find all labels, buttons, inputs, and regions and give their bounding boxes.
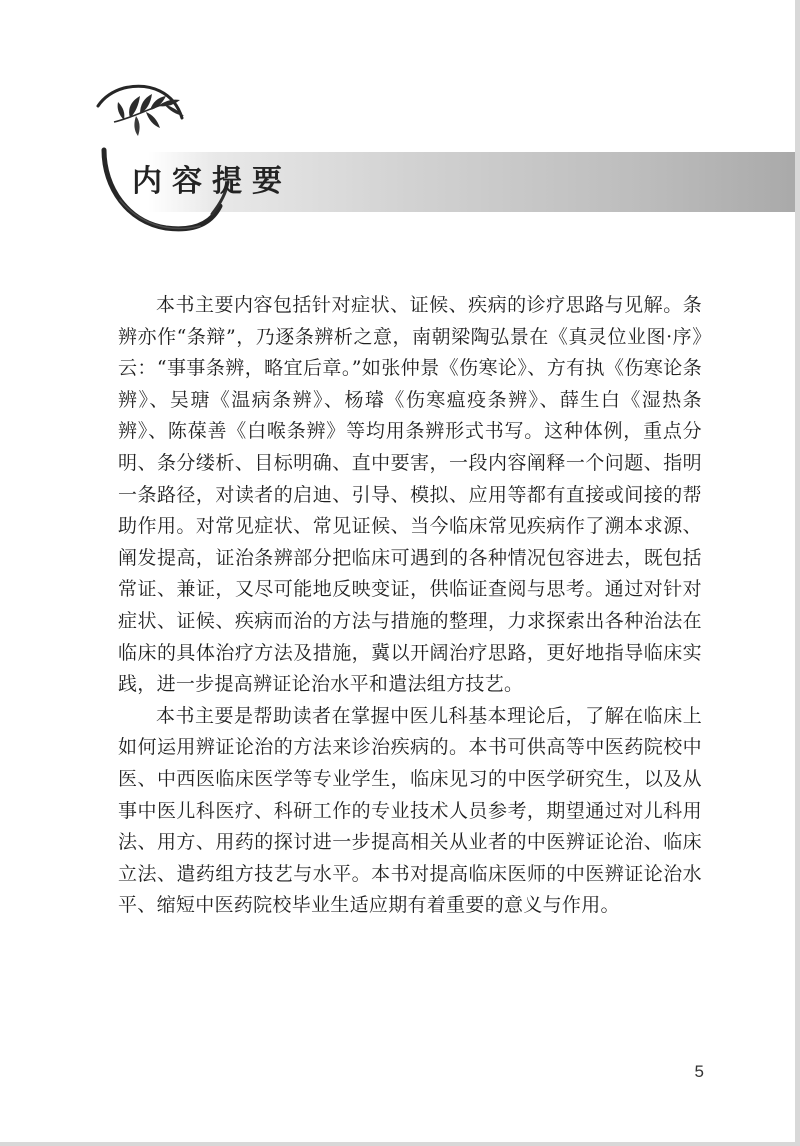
page-title: 内容提要 [132, 164, 292, 199]
paragraph: 本书主要是帮助读者在掌握中医儿科基本理论后，了解在临床上如何运用辨证论治的方法来诊治疾病的。本书可供高等中医药院校中医、中西医临床医学等专业学生，临床见习的中医学研究生，以及从事中医儿科医疗、科研工作的专业技术人员参考，期望通过对儿科用法、用方、用药的探讨进一步提高相关从业者的中医辨证论治、临床立法、遣药组方技艺与水平。本书对提高临床医师的中医辨证论治水平、缩短中医药院校毕业生适应期有着重要的意义与作用。 [118, 704, 702, 917]
bamboo-circle-ornament [0, 0, 260, 250]
page-number: 5 [694, 1062, 704, 1081]
summary-body [118, 290, 702, 922]
page-edge-bottom [0, 1142, 800, 1146]
page-edge-right [795, 0, 800, 1146]
paragraph: 本书主要内容包括针对症状、证候、疾病的诊疗思路与见解。条辨亦作“条辩”，乃逐条辨析之意，南朝梁陶弘景在《真灵位业图·序》云：“事事条辨，略宜后章。”如张仲景《伤寒论》、方有执《伤寒论条辨》、吴瑭《温病条辨》、杨璿《伤寒瘟疫条辨》、薛生白《湿热条辨》、陈葆善《白喉条辨》等均用条辨形式书写。这种体例，重点分明、条分缕析、目标明确、直中要害，一段内容阐释一个问题、指明一条路径，对读者的启迪、引导、模拟、应用等都有直接或间接的帮助作用。对常见症状、常见证候、当今临床常见疾病作了溯本求源、阐发提高，证治条辨部分把临床可遇到的各种情况包容进去，既包括常证、兼证，又尽可能地反映变证，供临证查阅与思考。通过对针对症状、证候、疾病而治的方法与措施的整理，力求探索出各种治法在临床的具体治疗方法及措施，冀以开阔治疗思路，更好地指导临床实践，进一步提高辨证论治水平和遣法组方技艺。 [118, 294, 702, 696]
